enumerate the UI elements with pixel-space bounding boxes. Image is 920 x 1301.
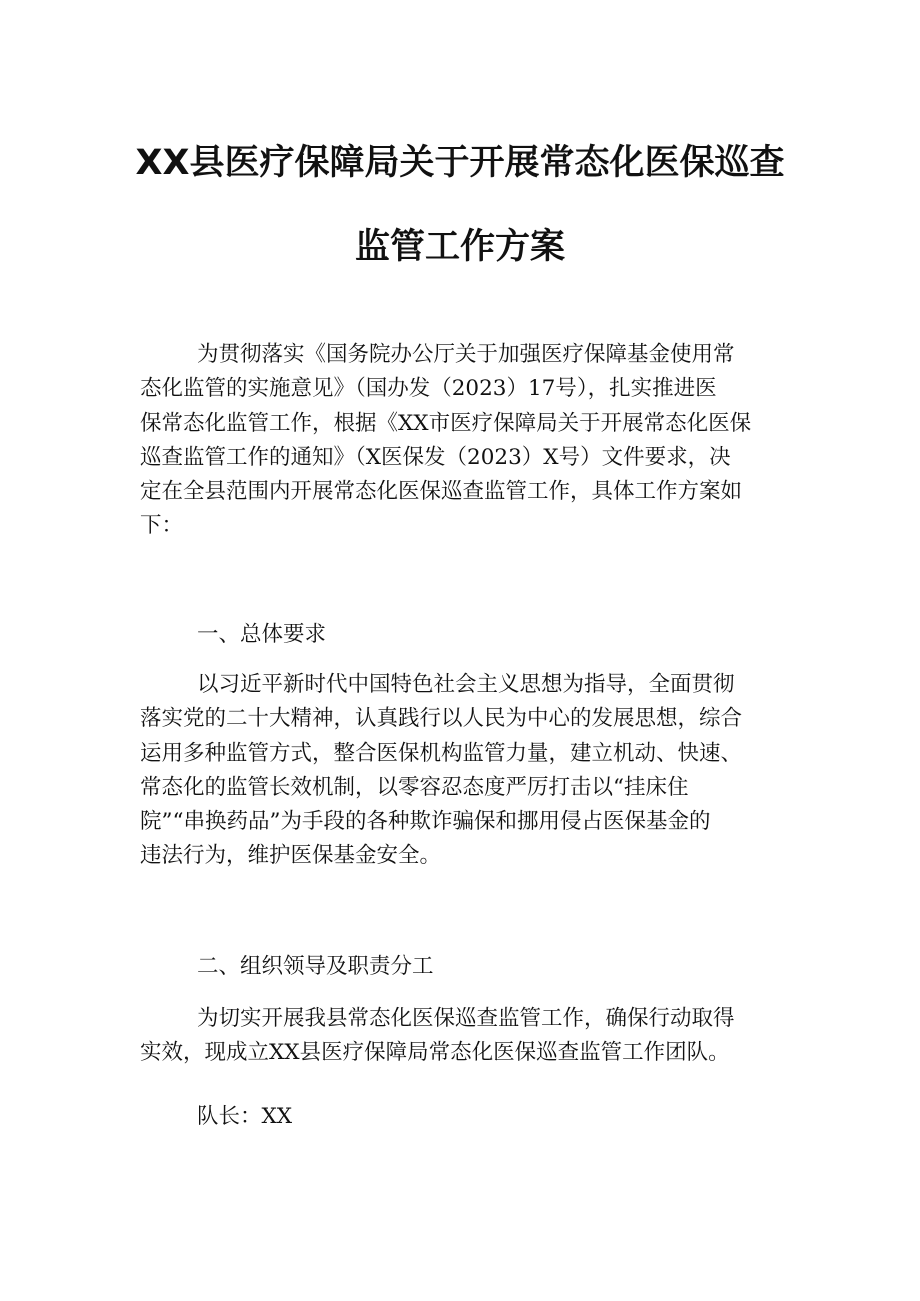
text-line: 队长：XX <box>197 1104 293 1129</box>
text-line: 院”“串换药品”为手段的各种欺诈骗保和挪用侵占医保基金的 <box>140 809 711 835</box>
text-line: 违法行为，维护医保基金安全。 <box>140 843 442 869</box>
section-heading-1 <box>140 618 800 652</box>
text-line: 一、总体要求 <box>197 622 327 647</box>
document-title-line-1: XX县医疗保障局关于开展常态化医保巡查 <box>135 143 785 183</box>
paragraph-intro <box>140 338 800 544</box>
paragraph-general-requirements <box>140 668 800 874</box>
text-line: 常态化的监管长效机制，以零容忍态度严厉打击以“挂床住 <box>140 774 689 800</box>
document-title-line-2: 监管工作方案 <box>354 227 565 267</box>
text-line: 巡查监管工作的通知》（X医保发（2023）X号）文件要求，决 <box>140 444 731 470</box>
text-line: 实效，现成立XX县医疗保障局常态化医保巡查监管工作团队。 <box>140 1040 730 1066</box>
text-line: 保常态化监管工作，根据《XX市医疗保障局关于开展常态化医保 <box>140 410 752 436</box>
text-line: 运用多种监管方式，整合医保机构监管力量，建立机动、快速、 <box>140 740 743 766</box>
text-line: 下： <box>140 513 184 539</box>
text-line: 定在全县范围内开展常态化医保巡查监管工作，具体工作方案如 <box>140 479 743 505</box>
text-line: 落实党的二十大精神，认真践行以人民为中心的发展思想，综合 <box>140 706 743 732</box>
section-heading-2 <box>140 950 800 984</box>
text-line: 以习近平新时代中国特色社会主义思想为指导，全面贯彻 <box>197 672 735 697</box>
text-line: 为贯彻落实《国务院办公厅关于加强医疗保障基金使用常 <box>197 342 735 367</box>
paragraph-organization <box>140 1002 800 1071</box>
team-leader-line <box>140 1100 800 1134</box>
text-line: 为切实开展我县常态化医保巡查监管工作，确保行动取得 <box>197 1006 735 1031</box>
text-line: 态化监管的实施意见》（国办发（2023）17号），扎实推进医 <box>140 376 717 402</box>
text-line: 二、组织领导及职责分工 <box>197 954 434 979</box>
